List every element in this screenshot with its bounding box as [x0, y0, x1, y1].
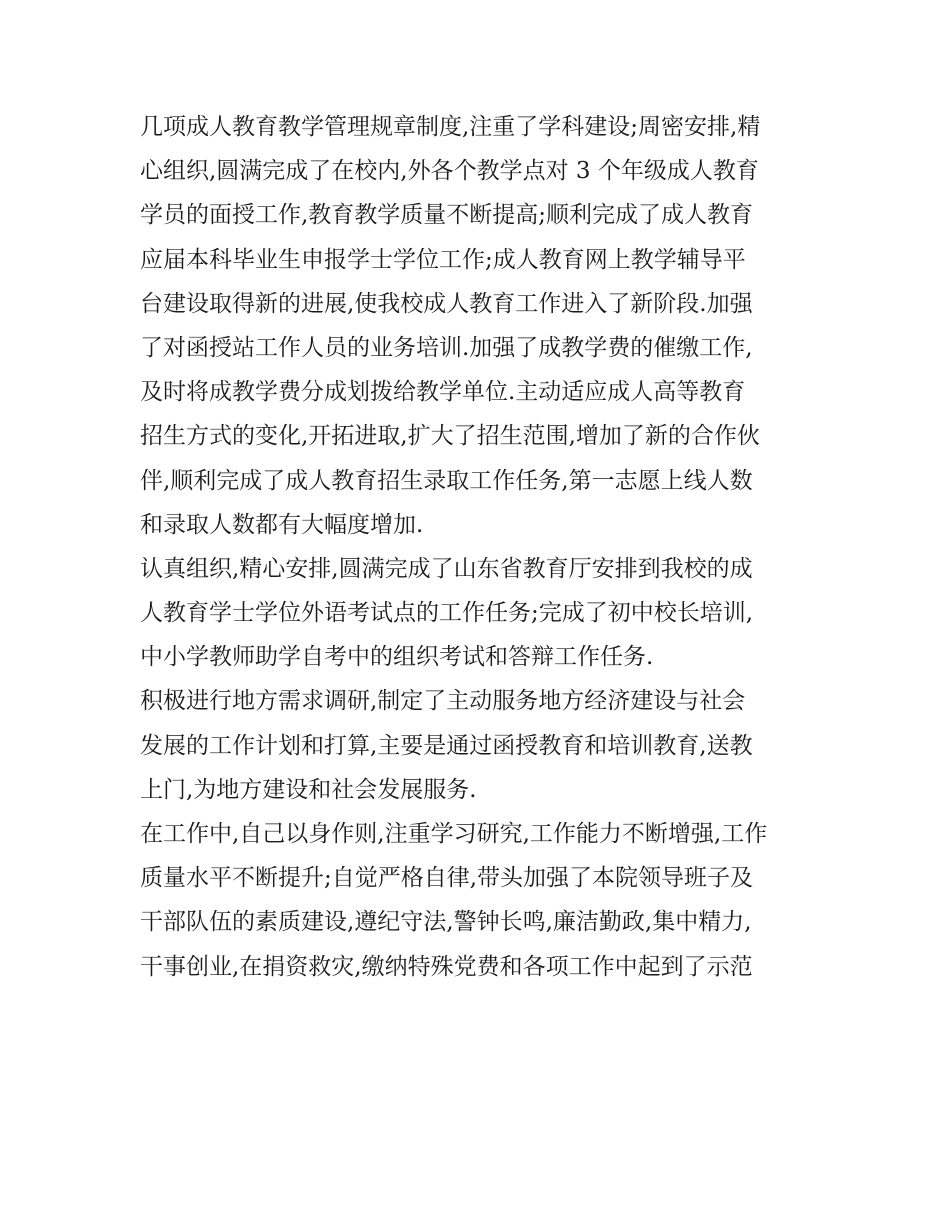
text-line: 伴,顺利完成了成人教育招生录取工作任务,第一志愿上线人数	[140, 467, 753, 494]
text-line: 认真组织,精心安排,圆满完成了山东省教育厅安排到我校的成	[140, 555, 753, 582]
text-line: 招生方式的变化,开拓进取,扩大了招生范围,增加了新的合作伙	[140, 423, 760, 450]
text-line: 几项成人教育教学管理规章制度,注重了学科建设;周密安排,精	[140, 114, 761, 140]
text-line: 和录取人数都有大幅度增加.	[140, 511, 424, 538]
text-line: 人教育学士学位外语考试点的工作任务;完成了初中校长培训,	[140, 600, 754, 627]
text-line: 台建设取得新的进展,使我校成人教育工作进入了新阶段.加强	[140, 290, 753, 317]
text-line: 学员的面授工作,教育教学质量不断提高;顺利完成了成人教育	[140, 202, 754, 229]
text-line: 干事创业,在捐资救灾,缴纳特殊党费和各项工作中起到了示范	[140, 953, 753, 980]
text-line: 中小学教师助学自考中的组织考试和答辩工作任务.	[140, 644, 654, 671]
body-text	[140, 105, 820, 989]
text-line: 发展的工作计划和打算,主要是通过函授教育和培训教育,送教	[140, 732, 753, 759]
text-line: 心组织,圆满完成了在校内,外各个教学点对 3 个年级成人教育	[140, 158, 759, 185]
text-line: 应届本科毕业生申报学士学位工作;成人教育网上教学辅导平	[140, 246, 746, 273]
text-line: 了对函授站工作人员的业务培训.加强了成教学费的催缴工作,	[140, 334, 753, 361]
text-line: 质量水平不断提升;自觉严格自律,带头加强了本院领导班子及	[140, 865, 754, 892]
text-line: 上门,为地方建设和社会发展服务.	[140, 776, 477, 803]
text-line: 干部队伍的素质建设,遵纪守法,警钟长鸣,廉洁勤政,集中精力,	[140, 909, 752, 936]
text-line: 积极进行地方需求调研,制定了主动服务地方经济建设与社会	[140, 688, 746, 715]
text-line: 及时将成教学费分成划拨给教学单位.主动适应成人高等教育	[140, 379, 746, 406]
text-line: 在工作中,自己以身作则,注重学习研究,工作能力不断增强,工作	[140, 821, 768, 847]
